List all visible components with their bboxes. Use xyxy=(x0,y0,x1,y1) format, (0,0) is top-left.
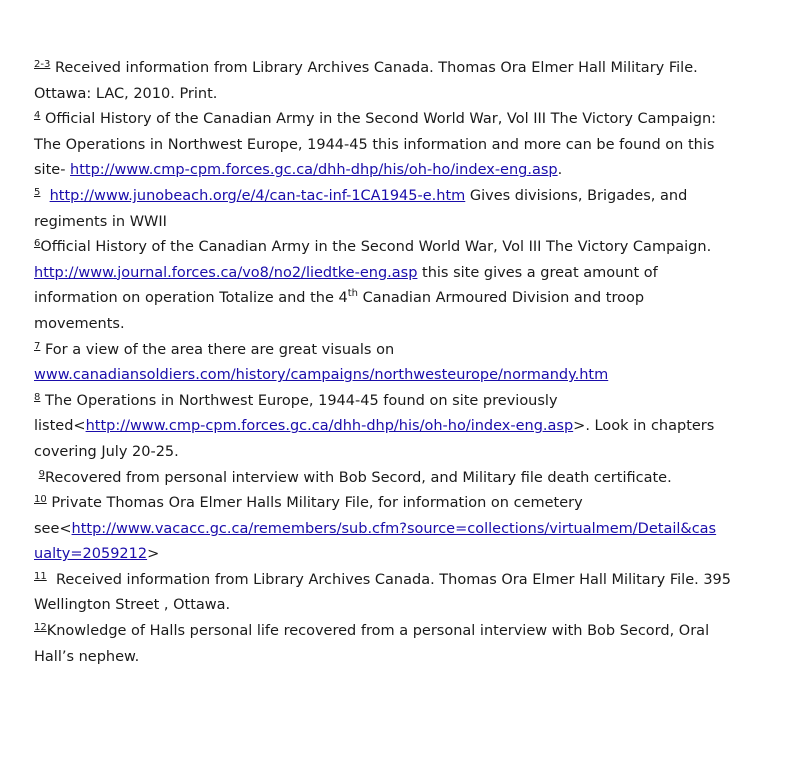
footnote-text: Knowledge of Halls personal life recovered from a personal interview with Bob Secord, Oral xyxy=(46,623,710,640)
footnote-5-line-2 xyxy=(34,210,756,236)
footnote-text: The Operations in Northwest Europe, 1944-45 found on site previously xyxy=(44,392,558,409)
vacacc-link-continued[interactable]: ualty=2059212 xyxy=(34,546,148,563)
footnote-10-line-1 xyxy=(34,491,756,517)
footnote-text: site- xyxy=(34,162,71,179)
canadiansoldiers-link[interactable]: www.canadiansoldiers.com/history/campaigns/northwesteurope/normandy.htm xyxy=(34,367,609,384)
footnote-7-line-1 xyxy=(34,338,756,364)
footnote-9-line-1 xyxy=(34,466,756,492)
footnote-text: Canadian Armoured Division and troop xyxy=(358,290,645,307)
footnote-text: Recovered from personal interview with Bob Secord, and Military file death certificate. xyxy=(44,469,672,486)
footnote-11-line-2 xyxy=(34,593,756,619)
footnote-4-line-1 xyxy=(34,107,756,133)
footnote-marker: 4 xyxy=(34,110,41,122)
footnote-text: Received information from Library Archives Canada. Thomas Ora Elmer Hall Military File. xyxy=(54,60,698,76)
footnote-4-line-2 xyxy=(34,133,756,159)
footnote-marker: 6 xyxy=(34,238,41,250)
footnote-10-line-2 xyxy=(34,517,756,543)
footnote-marker: 2-3 xyxy=(34,59,51,70)
footnote-4-line-3 xyxy=(34,158,756,184)
footnote-text: covering July 20-25. xyxy=(34,443,179,460)
footnote-10-line-3 xyxy=(34,542,756,568)
vacacc-link[interactable]: http://www.vacacc.gc.ca/remembers/sub.cfm?source=collections/virtualmem/Detail&cas xyxy=(71,520,717,537)
footnote-text: movements. xyxy=(34,315,125,332)
footnote-marker: 11 xyxy=(34,570,47,582)
footnote-text: . xyxy=(557,162,563,179)
footnote-marker: 9 xyxy=(38,468,45,480)
footnote-text: Gives divisions, Brigades, and xyxy=(465,187,688,204)
footnote-8-line-2 xyxy=(34,414,756,440)
footnote-text: listed< xyxy=(34,418,86,435)
footnote-text: this site gives a great amount of xyxy=(417,264,658,281)
footnote-5-line-1 xyxy=(34,184,756,210)
footnote-2-3-line-2 xyxy=(34,82,756,108)
footnote-marker: 8 xyxy=(34,391,41,403)
footnote-11-line-1 xyxy=(34,568,756,594)
ordinal-superscript: th xyxy=(347,288,359,300)
footnotes-page xyxy=(34,56,756,670)
footnote-text: Ottawa: LAC, 2010. Print. xyxy=(34,85,218,102)
footnote-12-line-1 xyxy=(34,619,756,645)
footnote-2-3-line-1 xyxy=(34,56,756,82)
footnote-text: see< xyxy=(34,520,72,537)
footnote-7-line-2 xyxy=(34,363,756,389)
footnote-text: Wellington Street , Ottawa. xyxy=(34,597,231,614)
footnote-marker: 12 xyxy=(34,622,47,634)
footnote-6-line-1 xyxy=(34,235,756,261)
footnote-text: Hall’s nephew. xyxy=(34,648,140,665)
footnote-marker: 7 xyxy=(34,340,41,352)
footnote-text: Private Thomas Ora Elmer Halls Military File, for information on cemetery xyxy=(51,495,583,512)
footnote-marker: 10 xyxy=(34,494,47,506)
dhh-link-2[interactable]: http://www.cmp-cpm.forces.gc.ca/dhh-dhp/his/oh-ho/index-eng.asp xyxy=(85,418,574,435)
footnote-text: information on operation Totalize and the 4 xyxy=(34,290,348,307)
footnote-marker: 5 xyxy=(34,186,41,198)
footnote-text: Official History of the Canadian Army in the Second World War, Vol III The Victory Campaign: xyxy=(44,111,717,128)
footnote-text: Received information from Library Archives Canada. Thomas Ora Elmer Hall Military File. 395 xyxy=(55,571,732,588)
footnote-6-line-2 xyxy=(34,261,756,287)
footnote-12-line-2 xyxy=(34,645,756,671)
footnote-text: > xyxy=(147,546,160,563)
footnote-6-line-4 xyxy=(34,312,756,338)
footnote-text: For a view of the area there are great visuals on xyxy=(44,341,395,358)
footnote-text: The Operations in Northwest Europe, 1944-45 this information and more can be found on this xyxy=(34,136,715,153)
journal-forces-link[interactable]: http://www.journal.forces.ca/vo8/no2/liedtke-eng.asp xyxy=(34,264,418,281)
footnote-text: regiments in WWII xyxy=(34,213,167,230)
footnote-text: >. Look in chapters xyxy=(573,418,715,435)
footnote-8-line-1 xyxy=(34,389,756,415)
footnote-text: Official History of the Canadian Army in the Second World War, Vol III The Victory Campaign. xyxy=(40,239,712,256)
junobeach-link[interactable]: http://www.junobeach.org/e/4/can-tac-inf-1CA1945-e.htm xyxy=(49,187,466,204)
footnote-8-line-3 xyxy=(34,440,756,466)
footnote-6-line-3 xyxy=(34,286,756,312)
dhh-link[interactable]: http://www.cmp-cpm.forces.gc.ca/dhh-dhp/his/oh-ho/index-eng.asp xyxy=(70,162,558,179)
